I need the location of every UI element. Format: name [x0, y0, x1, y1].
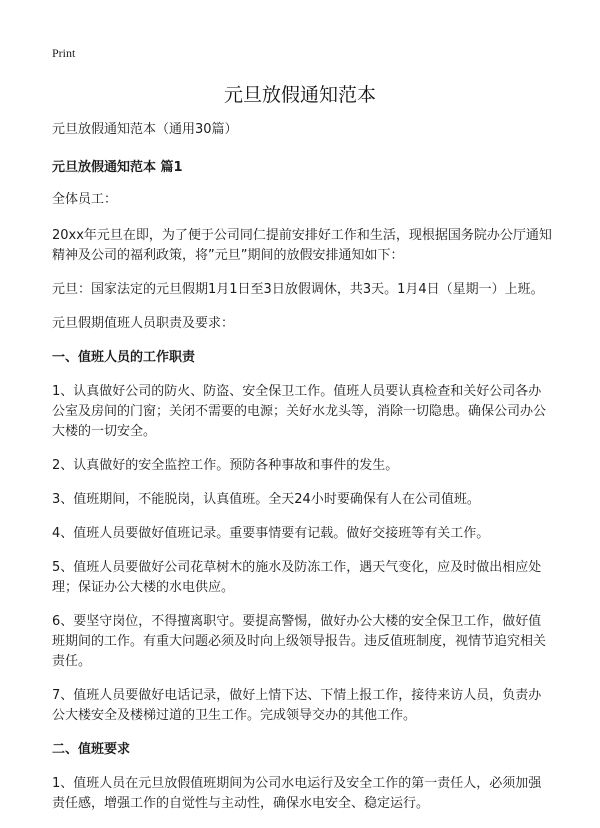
duty-item: 5、值班人员要做好公司花草树木的施水及防冻工作，遇天气变化，应及时做出相应处理；保证办公大楼的水电供应。	[52, 560, 542, 595]
document-title: 元旦放假通知范本	[223, 84, 376, 106]
duty-item: 1、认真做好公司的防火、防盗、安全保卫工作。值班人员要认真检查和关好公司各办公室及房间的门窗；关闭不需要的电源；关好水龙头等，消除一切隐患。确保公司办公大楼的一切安全。	[52, 384, 547, 439]
holiday-dates-paragraph: 元旦：国家法定的元旦假期1月1日至3日放假调休，共3天。1月4日（星期一）上班。	[52, 282, 544, 297]
duty-item: 6、要坚守岗位，不得擅离职守。要提高警惕，做好办公大楼的安全保卫工作，做好值班期间的工作。有重大问题必须及时向上级领导报告。违反值班制度，视情节追究相关责任。	[52, 614, 547, 669]
section-title: 元旦放假通知范本 篇1	[52, 160, 183, 175]
duty-intro: 元旦假期值班人员职责及要求：	[52, 316, 235, 331]
duty-item: 2、认真做好的安全监控工作。预防各种事故和事件的发生。	[52, 458, 399, 473]
duty-item: 7、值班人员要做好电话记录，做好上情下达、下情上报工作，接待来访人员，负责办公大楼安全及楼梯过道的卫生工作。完成领导交办的其他工作。	[52, 688, 542, 723]
greeting: 全体员工：	[52, 192, 118, 207]
heading-duties: 一、值班人员的工作职责	[52, 350, 196, 365]
duty-item: 3、值班期间，不能脱岗，认真值班。全天24小时要确保有人在公司值班。	[52, 492, 480, 507]
duty-item: 4、值班人员要做好值班记录。重要事情要有记载。做好交接班等有关工作。	[52, 526, 490, 541]
intro-paragraph: 20xx年元旦在即，为了便于公司同仁提前安排好工作和生活，现根据国务院办公厅通知精神及公司的福利政策，将”元旦”期间的放假安排通知如下：	[52, 228, 552, 263]
heading-requirements: 二、值班要求	[52, 742, 131, 757]
document-body	[52, 120, 552, 814]
print-link[interactable]: Print	[52, 46, 76, 60]
requirement-item: 1、值班人员在元旦放假值班期间为公司水电运行及安全工作的第一责任人，必须加强责任感，增强工作的自觉性与主动性，确保水电安全、稳定运行。	[52, 776, 542, 811]
subtitle: 元旦放假通知范本（通用30篇）	[52, 122, 238, 137]
